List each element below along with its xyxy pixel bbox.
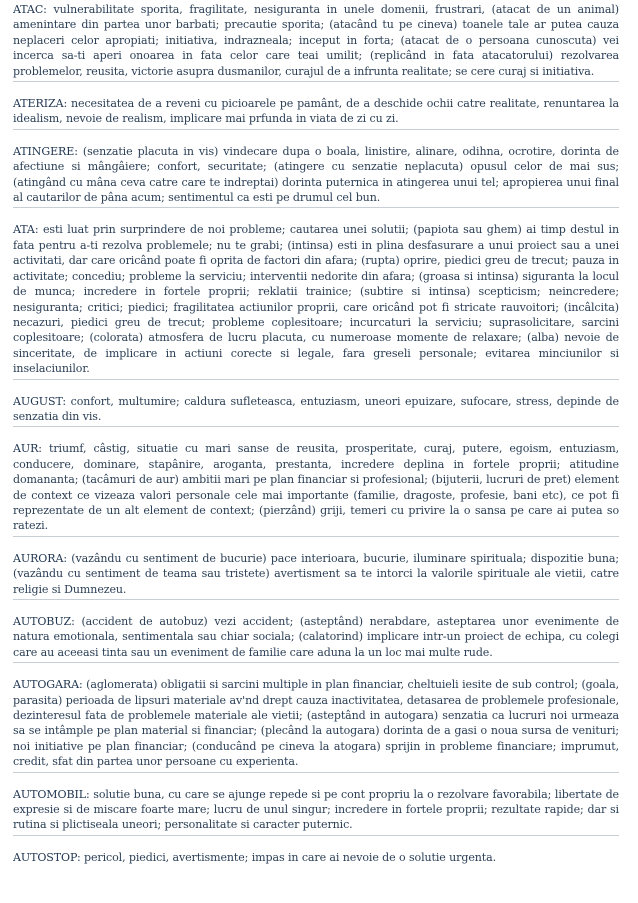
- entry-atingere: [13, 144, 619, 209]
- entry-autostop: [13, 850, 619, 867]
- entry-term: AUTOGARA:: [13, 678, 83, 692]
- entry-ata: [13, 222, 619, 379]
- entry-text: necesitatea de a reveni cu picioarele pe pamânt, de a deschide ochii catre realitate, renuntarea la idealism, nevoie de realism, implicare mai prfunda in viata de zi cu zi.: [13, 97, 619, 126]
- entry-ateriza: [13, 96, 619, 130]
- entry-text: (vazându cu sentiment de bucurie) pace interioara, bucurie, iluminare spirituala; dispozitie buna; (vazându cu sentiment de teama sau tristete) avertisment sa te intorci la valorile spirituale ale vietii, catre religie si Dumnezeu.: [13, 551, 619, 596]
- dictionary-page: [13, 2, 619, 881]
- entry-text: pericol, piedici, avertismente; impas in care ai nevoie de o solutie urgenta.: [80, 850, 497, 864]
- entry-text: confort, multumire; caldura sufleteasca, entuziasm, uneori epuizare, sufocare, stress, depinde de senzatia din vis.: [13, 394, 619, 423]
- entry-text: (accident de autobuz) vezi accident; (asteptând) nerabdare, asteptarea unor evenimente de natura emotionala, sentimentala sau chiar sociala; (calatorind) implicare intr-un proiect de echipa, cu colegi care au aceeasi tinta sau un eveniment de familie care aduna la un loc mai multe rude.: [13, 615, 619, 659]
- entry-term: AUR:: [13, 442, 42, 456]
- entry-term: AUTOMOBIL:: [13, 787, 90, 801]
- entry-aurora: [13, 551, 619, 600]
- entry-autobuz: [13, 614, 619, 663]
- entry-aur: [13, 441, 619, 536]
- entry-autogara: [13, 677, 619, 772]
- entry-text: triumf, câstig, situatie cu mari sanse de reusita, prosperitate, curaj, putere, egoism, entuziasm, conducere, dominare, stapânire, aroganta, prestanta, incredere deplina in fortele proprii; atitudine domananta; (tacâmuri de aur) ambitii mari pe plan financiar si profesional; (bijuterii, lucruri de pret) element de context ce vizeaza valori personale cele mai importante (familie, dragoste, profesie, bani etc), ce pot fi reprezentate de un alt element de context; (pierzând) griji, temeri cu privire la o sansa pe care ai putea so ratezi.: [13, 442, 619, 533]
- entry-text: vulnerabilitate sporita, fragilitate, nesiguranta in unele domenii, frustrari, (atacat de un animal) amenintare din partea unor barbati; precautie sporita; (atacând tu pe cineva) toanele tale ar putea cauza neplaceri celor apropiati; initiativa, indrazneala; inceput in forta; (atacat de o persoana cunoscuta) vei incerca sa-ti aperi onoarea in fata celor care teai umilit; (replicând in fata atacatorului) rezolvarea problemelor, reusita, victorie asupra dusmanilor, curajul de a infrunta realitate; se cere curaj si initiativa.: [13, 3, 619, 78]
- entry-term: ATA:: [13, 223, 39, 237]
- entry-term: ATINGERE:: [13, 144, 78, 158]
- entry-term: AUGUST:: [13, 394, 66, 408]
- entry-text: (aglomerata) obligatii si sarcini multiple in plan financiar, cheltuieli iesite de sub control; (goala, parasita) perioada de lipsuri materiale av'nd drept cauza inactivitatea, detasarea de problemele profesionale, dezinteresul fata de problemele materiale ale vietii; (asteptând in autogara) senzatia ca lucruri noi urmeaza sa se intâmple pe plan material si financiar; (plecând la autogara) dorinta de a gasi o noua sursa de venituri; noi initiative pe plan financiar; (conducând pe cineva la atogara) sprijin in probleme financiare; imprumut, credit, sfat din partea unor persoane cu experienta.: [13, 678, 619, 769]
- entry-atac: [13, 2, 619, 82]
- entry-text: esti luat prin surprindere de noi probleme; cautarea unei solutii; (papiota sau ghem) ai timp destul in fata pentru a-ti rezolva problemele; nu te grabi; (intinsa) esti in plina desfasurare a unui proiect sau a unei activitati, dar care oricând poate fi oprita de factori din afara; (rupta) oprire, piedici greu de trecut; pauza in activitate; concediu; probleme la serviciu; interventii nedorite din afara; (groasa si intinsa) siguranta la locul de munca; incredere in fortele proprii; reklatii trainice; (subtire si intinsa) scepticism; neincredere; nesiguranta; critici; piedici; fragilitatea actiunilor proprii, care oricând pot fi stricate rauvoitori; (incâlcita) necazuri, piedici greu de trecut; probleme coplesitoare; incurcaturi la serviciu; suprasolicitare, sarcini coplesitoare; (colorata) atmosfera de lucru placuta, cu numeroase momente de relaxare; (alba) nevoie de sinceritate, de implicare in actiuni corecte si legale, fara greseli personale; evitarea minciunilor si inselaciunilor.: [13, 223, 619, 376]
- entry-text: (senzatie placuta in vis) vindecare dupa o boala, linistire, alinare, odihna, ocrotire, dorinta de afectiune si mângâiere; confort, securitate; (atingere cu senzatie neplacuta) opusul celor de mai sus; (atingând cu mâna ceva catre care te indreptai) dorinta puternica in atingerea unui tel; apropierea unui final al cautarilor de pâna acum; sentimentul ca esti pe drumul cel bun.: [13, 144, 619, 205]
- entry-term: AURORA:: [13, 551, 67, 565]
- entry-term: ATAC:: [13, 3, 47, 16]
- entry-august: [13, 394, 619, 428]
- entry-text: solutie buna, cu care se ajunge repede si pe cont propriu la o rezolvare favorabila; libertate de expresie si de miscare foarte mare; lucru de unul singur; incredere in fortele proprii; rezultate rapide; dar si rutina si plictiseala uneori; personalitate si caracter puternic.: [13, 787, 619, 832]
- entry-term: AUTOSTOP:: [13, 850, 81, 864]
- entry-term: ATERIZA:: [13, 97, 68, 111]
- entry-term: AUTOBUZ:: [13, 615, 75, 628]
- entry-automobil: [13, 787, 619, 836]
